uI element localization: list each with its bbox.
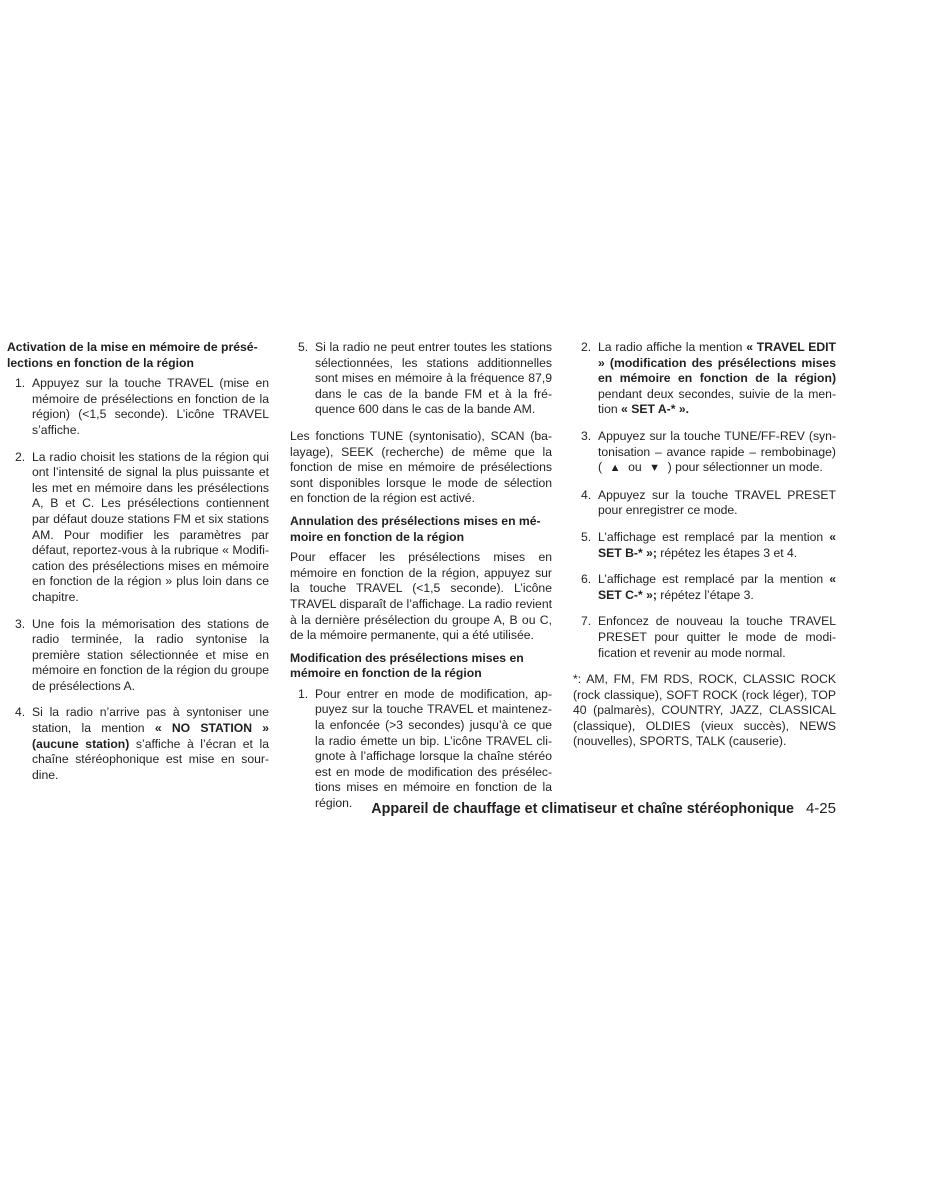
item-text: L’affichage est remplacé par la mention — [598, 572, 830, 587]
list-item — [7, 705, 269, 783]
item-text: Pour entrer en mode de modification, appuyez sur la touche TRAVEL et maintenez-la enfoncée (>3 secondes) jusqu’à ce que la radio émette un bip. L’icône TRAVEL clignote à l’affichage lorsque la chaîne stéréo est en mode de modification des présélections mises en mémoire en fonction de la région. — [315, 686, 552, 811]
down-arrow-icon: ▼ — [649, 462, 661, 475]
list-item — [573, 614, 836, 661]
paragraph-functions: Les fonctions TUNE (syntonisatio), SCAN (balayage), SEEK (recherche) de même que la fonction de mise en mémoire de présélections sont disponibles lorsque le mode de sélection en fonction de la région est activé. — [290, 428, 552, 506]
item-number: 7. — [581, 614, 592, 629]
item-text-bold: « SET C-* »; — [598, 572, 836, 602]
list-item — [290, 687, 552, 812]
item-text-bold: « SET B-* »; — [598, 529, 836, 560]
item-text: Enfoncez de nouveau la touche TRAVEL PRESET pour quitter le mode de modification et revenir au mode normal. — [598, 614, 836, 660]
item-number: 4. — [581, 487, 592, 502]
item-text: répétez les étapes 3 et 4. — [656, 545, 798, 560]
item-text: La radio choisit les stations de la région qui ont l’intensité de signal la plus puissante et les met en mémoire dans les présélections A, B et C. Les présélections contiennent par défaut douze stations FM et six stations AM. Pour modifier les paramètres par défaut, reportez-vous à la rubrique « Modification des présélections mises en mémoire en fonction de la région » plus loin dans ce chapitre. — [32, 449, 269, 604]
paragraph-cancel: Pour effacer les présélections mises en mémoire en fonction de la région, appuyez sur la touche TRAVEL (<1,5 seconde). L’icône TRAVEL disparaît de l’affichage. La radio revient à la dernière présélection du groupe A, B ou C, de la mémoire permanente, qui a été utilisée. — [290, 550, 552, 643]
list-item — [573, 572, 836, 603]
activation-steps-list — [7, 376, 269, 783]
item-number: 6. — [581, 572, 592, 587]
item-text: Si la radio n’arrive pas à syntoniser une station, la mention — [32, 705, 269, 736]
item-number: 5. — [298, 340, 309, 354]
list-item — [573, 340, 836, 418]
item-text: Appuyez sur la touche TRAVEL PRESET pour enregistrer ce mode. — [598, 487, 836, 518]
item-text: Appuyez sur la touche TUNE/FF-REV (syntonisation – avance rapide – rembobinage) ( — [598, 428, 836, 475]
section-heading-modify: Modification des présélections mises en mémoire en fonction de la région — [290, 650, 524, 681]
item-text: répétez l’étape 3. — [656, 587, 754, 602]
up-arrow-icon: ▲ — [609, 462, 621, 475]
item-number: 1. — [298, 686, 309, 701]
page-number: 4-25 — [805, 800, 836, 817]
item-text: L’affichage est remplacé par la mention — [598, 529, 830, 544]
item-number: 2. — [581, 340, 592, 354]
footnote-modes: *: AM, FM, FM RDS, ROCK, CLASSIC ROCK (rock classique), SOFT ROCK (rock léger), TOP 40 (palmarès), COUNTRY, JAZZ, CLASSICAL (classique), OLDIES (vieux succès), NEWS (nouvelles), SPORTS, TALK (causerie). — [573, 672, 836, 749]
item-number: 3. — [581, 428, 592, 443]
item-number: 1. — [15, 376, 26, 391]
item-text: Une fois la mémorisation des stations de radio terminée, la radio syntonise la première station sélectionnée et mise en mémoire en fonction de la région du groupe de présélections A. — [32, 616, 269, 693]
activation-steps-continued — [290, 340, 552, 418]
item-text-bold: « SET A-* ». — [621, 402, 690, 417]
list-item — [573, 429, 836, 477]
item-number: 2. — [15, 449, 26, 464]
item-text: La radio affiche la mention — [598, 340, 747, 354]
list-item — [573, 488, 836, 519]
item-text: s’affiche à l’écran et la chaîne stéréophonique est mise en sourdine. — [32, 736, 269, 782]
item-text: ) pour sélectionner un mode. — [667, 460, 823, 475]
list-item — [290, 340, 552, 418]
column-right — [573, 340, 836, 757]
section-heading-activation: Activation de la mise en mémoire de présélections en fonction de la région — [7, 340, 258, 370]
item-text-bold: « TRAVEL EDIT » (modification des présélections mises en mémoire en fonction de la région) — [598, 340, 836, 386]
list-item — [7, 376, 269, 438]
footer-title: Appareil de chauffage et climatiseur et chaîne stéréophonique — [371, 801, 794, 817]
item-number: 4. — [15, 705, 26, 720]
column-left — [7, 340, 269, 794]
item-text: ou — [628, 460, 642, 475]
modify-steps-continued — [573, 340, 836, 661]
item-text-bold: « NO STATION » (aucune station) — [32, 721, 269, 751]
item-text: Appuyez sur la touche TRAVEL (mise en mémoire de présélections en fonction de la région) (<1,5 seconde). L’icône TRAVEL s’affiche. — [32, 376, 269, 437]
modify-steps-list — [290, 687, 552, 812]
column-middle — [290, 340, 552, 823]
item-text: Si la radio ne peut entrer toutes les stations sélectionnées, les stations additionnelles sont mises en mémoire à la fréquence 87,9 dans le cas de la bande FM et à la fréquence 600 dans le cas de la bande AM. — [315, 340, 552, 417]
list-item — [7, 450, 269, 606]
item-number: 5. — [581, 529, 592, 544]
page-footer — [300, 800, 836, 818]
list-item — [7, 617, 269, 695]
list-item — [573, 530, 836, 561]
section-heading-cancel: Annulation des présélections mises en mémoire en fonction de la région — [290, 513, 541, 544]
item-text: pendant deux secondes, suivie de la mention — [598, 386, 836, 417]
item-number: 3. — [15, 616, 26, 631]
